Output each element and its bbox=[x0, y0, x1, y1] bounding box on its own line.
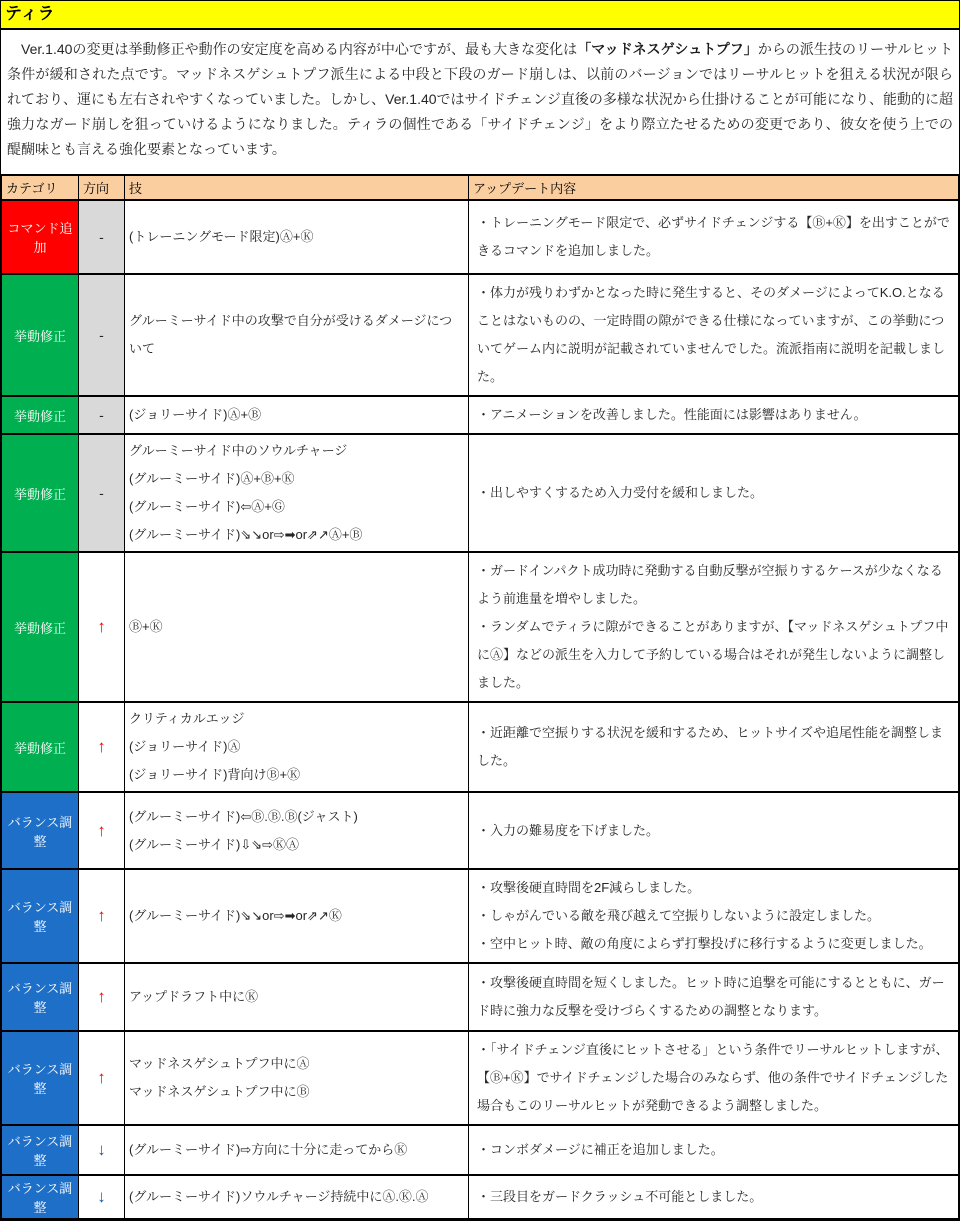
update-item: ・攻撃後硬直時間を2F減らしました。 bbox=[477, 880, 701, 895]
move-line: アップドラフト中にⓀ bbox=[129, 989, 259, 1004]
move-cell bbox=[125, 792, 469, 869]
update-item: ・アニメーションを改善しました。性能面には影響はありません。 bbox=[477, 407, 867, 422]
table-row bbox=[2, 434, 959, 552]
update-item: ・トレーニングモード限定で、必ずサイドチェンジする【Ⓑ+Ⓚ】を出すことができるコマンドを追加しました。 bbox=[477, 215, 950, 258]
update-item: ・出しやすくするため入力受付を緩和しました。 bbox=[477, 485, 764, 500]
col-header-move: 技 bbox=[125, 175, 469, 200]
category-cell: バランス調整 bbox=[2, 1031, 79, 1125]
update-cell bbox=[469, 702, 959, 792]
direction-cell: - bbox=[79, 396, 125, 434]
category-cell: バランス調整 bbox=[2, 1175, 79, 1219]
move-line: (グルーミーサイド)⇦Ⓑ.Ⓑ.Ⓑ(ジャスト) bbox=[129, 808, 358, 824]
update-item: ・しゃがんでいる敵を飛び越えて空振りしないように設定しました。 bbox=[477, 908, 881, 923]
direction-cell: - bbox=[79, 200, 125, 274]
move-line: マッドネスゲシュトプフ中にⒷ bbox=[129, 1084, 310, 1099]
update-item: ・「サイドチェンジ直後にヒットさせる」という条件でリーサルヒットしますが、【Ⓑ+Ⓚ】でサイドチェンジした場合のみならず、他の条件でサイドチェンジした場合もこのリーサルヒットが発動できるよう調整しました。 bbox=[477, 1042, 949, 1113]
table-header-row bbox=[2, 175, 959, 200]
table-row bbox=[2, 702, 959, 792]
col-header-category: カテゴリ bbox=[2, 175, 79, 200]
category-cell: 挙動修正 bbox=[2, 702, 79, 792]
move-line: (グルーミーサイド)ソウルチャージ持続中にⒶ.Ⓚ.Ⓐ bbox=[129, 1189, 429, 1204]
update-cell bbox=[469, 1125, 959, 1175]
direction-cell: - bbox=[79, 274, 125, 396]
move-line: (グルーミーサイド)⇨方向に十分に走ってからⓀ bbox=[129, 1142, 408, 1157]
move-line: マッドネスゲシュトプフ中にⒶ bbox=[129, 1056, 310, 1071]
update-table bbox=[1, 174, 959, 1220]
move-cell bbox=[125, 434, 469, 552]
move-line: (トレーニングモード限定)Ⓐ+Ⓚ bbox=[129, 229, 314, 244]
update-cell bbox=[469, 274, 959, 396]
category-cell: バランス調整 bbox=[2, 869, 79, 963]
table-body bbox=[2, 200, 959, 1219]
move-line: (グルーミーサイド)⇦Ⓐ+Ⓖ bbox=[129, 499, 285, 514]
update-item: ・ランダムでティラに隙ができることがありますが、【マッドネスゲシュトプフ中にⒶ】などの派生を入力して予約している場合はそれが発生しないように調整しました。 bbox=[477, 619, 949, 690]
intro-text-before: Ver.1.40の変更は挙動修正や動作の安定度を高める内容が中心ですが、最も大きな変化は bbox=[7, 41, 578, 57]
table-row bbox=[2, 552, 959, 702]
category-cell: 挙動修正 bbox=[2, 552, 79, 702]
table-row bbox=[2, 200, 959, 274]
update-cell bbox=[469, 552, 959, 702]
update-item: ・近距離で空振りする状況を緩和するため、ヒットサイズや追尾性能を調整しました。 bbox=[477, 725, 944, 768]
move-line: (グルーミーサイド)Ⓐ+Ⓑ+Ⓚ bbox=[129, 471, 295, 486]
col-header-direction: 方向 bbox=[79, 175, 125, 200]
move-cell bbox=[125, 1125, 469, 1175]
category-cell: 挙動修正 bbox=[2, 396, 79, 434]
category-cell: バランス調整 bbox=[2, 963, 79, 1031]
move-cell bbox=[125, 274, 469, 396]
move-line: (ジョリーサイド)Ⓐ+Ⓑ bbox=[129, 407, 262, 422]
move-line: Ⓑ+Ⓚ bbox=[129, 619, 163, 634]
move-line: (グルーミーサイド)⇘↘or⇨➡or⇗↗Ⓚ bbox=[129, 908, 342, 923]
move-cell bbox=[125, 396, 469, 434]
table-row bbox=[2, 869, 959, 963]
direction-cell: ↑ bbox=[79, 869, 125, 963]
direction-cell: ↑ bbox=[79, 1031, 125, 1125]
update-cell bbox=[469, 1031, 959, 1125]
update-item: ・攻撃後硬直時間を短くしました。ヒット時に追撃を可能にするとともに、ガード時に強力な反撃を受けづらくするための調整となります。 bbox=[477, 975, 945, 1018]
update-cell bbox=[469, 792, 959, 869]
move-line: クリティカルエッジ bbox=[129, 711, 245, 726]
direction-cell: ↑ bbox=[79, 552, 125, 702]
direction-cell: ↓ bbox=[79, 1125, 125, 1175]
move-cell bbox=[125, 702, 469, 792]
category-cell: 挙動修正 bbox=[2, 274, 79, 396]
direction-cell: ↓ bbox=[79, 1175, 125, 1219]
update-item: ・入力の難易度を下げました。 bbox=[477, 822, 660, 838]
move-cell bbox=[125, 869, 469, 963]
table-row bbox=[2, 274, 959, 396]
move-cell bbox=[125, 1031, 469, 1125]
category-cell: コマンド追加 bbox=[2, 200, 79, 274]
move-cell bbox=[125, 552, 469, 702]
intro-text-after: からの派生技のリーサルヒット条件が緩和された点です。マッドネスゲシュトプフ派生による中段と下段のガード崩しは、以前のバージョンではリーサルヒットを狙える状況が限られており、運にも左右されやすくなっていました。しかし、Ver.1.40ではサイドチェンジ直後の多様な状況から仕掛けることが可能になり、能動的に超強力なガード崩しを狙っていけるようになりました。ティラの個性である「サイドチェンジ」をより際立たせるための変更であり、彼女を使う上での醍醐味とも言える強化要素となっています。 bbox=[7, 41, 953, 157]
table-row bbox=[2, 1175, 959, 1219]
category-cell: バランス調整 bbox=[2, 792, 79, 869]
update-item: ・ガードインパクト成功時に発動する自動反撃が空振りするケースが少なくなるよう前進量を増やしました。 bbox=[477, 563, 943, 606]
direction-cell: - bbox=[79, 434, 125, 552]
page-title: ティラ bbox=[1, 1, 959, 30]
move-line: グルーミーサイド中のソウルチャージ bbox=[129, 443, 348, 458]
direction-cell: ↑ bbox=[79, 702, 125, 792]
move-cell bbox=[125, 200, 469, 274]
move-line: (グルーミーサイド)⇘↘or⇨➡or⇗↗Ⓐ+Ⓑ bbox=[129, 527, 363, 542]
col-header-update: アップデート内容 bbox=[469, 175, 959, 200]
update-cell bbox=[469, 200, 959, 274]
update-item: ・空中ヒット時、敵の角度によらず打撃投げに移行するように変更しました。 bbox=[477, 936, 932, 951]
move-cell bbox=[125, 1175, 469, 1219]
update-item: ・体力が残りわずかとなった時に発生すると、そのダメージによってK.O.となることはないものの、一定時間の隙ができる仕様になっていますが、この挙動についてゲーム内に説明が記載されていませんでした。流派指南に説明を記載しました。 bbox=[477, 285, 946, 384]
update-cell bbox=[469, 963, 959, 1031]
table-row bbox=[2, 396, 959, 434]
direction-cell: ↑ bbox=[79, 963, 125, 1031]
table-row bbox=[2, 1031, 959, 1125]
update-cell bbox=[469, 396, 959, 434]
move-line: (ジョリーサイド)Ⓐ bbox=[129, 739, 241, 754]
table-row bbox=[2, 963, 959, 1031]
update-item: ・三段目をガードクラッシュ不可能としました。 bbox=[477, 1189, 763, 1204]
update-cell bbox=[469, 869, 959, 963]
move-line: (グルーミーサイド)⇩⇘⇨ⓀⒶ bbox=[129, 836, 300, 852]
category-cell: 挙動修正 bbox=[2, 434, 79, 552]
move-cell bbox=[125, 963, 469, 1031]
intro-text-bold: 「マッドネスゲシュトプフ」 bbox=[577, 41, 758, 57]
table-row bbox=[2, 1125, 959, 1175]
move-line: (ジョリーサイド)背向けⒷ+Ⓚ bbox=[129, 767, 301, 782]
move-line: グルーミーサイド中の攻撃で自分が受けるダメージについて bbox=[129, 313, 453, 356]
update-cell bbox=[469, 1175, 959, 1219]
update-item: ・コンボダメージに補正を追加しました。 bbox=[477, 1142, 724, 1157]
intro-paragraph bbox=[1, 30, 959, 174]
update-cell bbox=[469, 434, 959, 552]
table-row bbox=[2, 792, 959, 869]
direction-cell: ↑ bbox=[79, 792, 125, 869]
category-cell: バランス調整 bbox=[2, 1125, 79, 1175]
